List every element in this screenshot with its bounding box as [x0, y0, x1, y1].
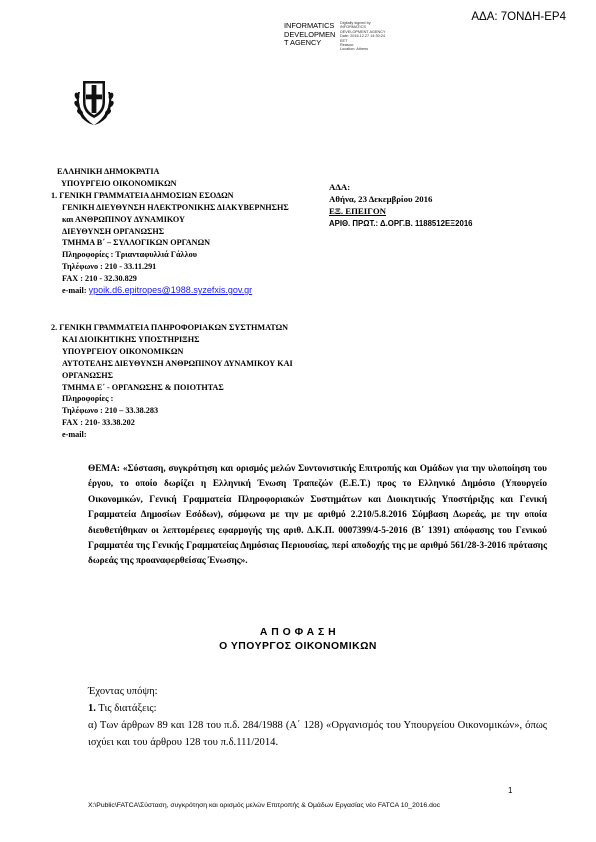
- signature-detail: INFORMATICS: [340, 25, 366, 30]
- info-line: Πληροφορίες : Τριανταφυλλιά Γάλλου: [62, 250, 197, 260]
- signature-detail: Date: 2016.12.27 14:30:24: [340, 34, 385, 39]
- country-name: ΕΛΛΗΝΙΚΗ ΔΗΜΟΚΡΑΤΙΑ: [57, 167, 160, 176]
- email-line: e-mail:: [62, 430, 87, 440]
- page-number: 1: [508, 786, 513, 795]
- email-link[interactable]: ypoik.d6.epitropes@1988.syzefxis.gov.gr: [88, 285, 253, 296]
- signature-org-line: DEVELOPMEN: [284, 29, 336, 39]
- date-protocol-block: [329, 181, 473, 230]
- provisions-number: 1.: [88, 703, 96, 714]
- ministry-name: ΥΠΟΥΡΓΕΙΟΥ ΟΙΚΟΝΟΜΙΚΩΝ: [62, 346, 184, 356]
- signature-detail: Location: Athens: [340, 47, 369, 52]
- provisions-line: [88, 700, 547, 717]
- department: ΤΜΗΜΑ Ε΄ - ΟΡΓΑΝΩΣΗΣ & ΠΟΙΟΤΗΤΑΣ: [62, 382, 224, 392]
- directorate: ΔΙΕΥΘΥΝΣΗ ΟΡΓΑΝΩΣΗΣ: [62, 226, 165, 236]
- subject-paragraph: ΘΕΜΑ: «Σύσταση, συγκρότηση και ορισμός μελών Συντονιστικής Επιτροπής και Ομάδων για την υλοποίηση του έργου, το οποίο δωρίζει η Ελληνική Ένωση Τραπεζών (Ε.Ε.Τ.) προς το Ελληνικό Δημόσιο (Υπουργείο Οικονομικών, Γενική Γραμματεία Πληροφοριακών Συστημάτων και Διοικητικής Υποστήριξης και Γενική Γραμματεία Δημοσίων Εσόδων), σύμφωνα με την με αριθμό 2.210/5.8.2016 Σύμβαση Δωρεάς, με την οποία διευθετήθηκαν οι λεπτομέρειες εφαρμογής της αριθ. Δ.Κ.Π. 0007399/4-5-2016 (Β΄ 1391) απόφασης του Γενικού Γραμματέα της Γενικής Γραμματείας Δημόσιας Περιουσίας, περί αποδοχής της με αριθμό 561/28-3-2016 πρότασης δωρεάς της προαναφερθείσας Ένωσης».: [88, 464, 547, 567]
- fax-line: FAX : 210 - 32.30.829: [62, 274, 137, 284]
- info-line: Πληροφορίες :: [62, 394, 114, 404]
- general-secretariat: 2. ΓΕΝΙΚΗ ΓΡΑΜΜΑΤΕΙΑ ΠΛΗΡΟΦΟΡΙΑΚΩΝ ΣΥΣΤΗΜΑΤΩΝ: [51, 323, 289, 332]
- general-directorate: ΓΕΝΙΚΗ ΔΙΕΥΘΥΝΣΗ ΗΛΕΚΤΡΟΝΙΚΗΣ ΔΙΑΚΥΒΕΡΝΗΣΗΣ: [62, 202, 289, 212]
- general-directorate-cont: και ΑΝΘΡΩΠΙΝΟΥ ΔΥΝΑΜΙΚΟΥ: [62, 214, 185, 224]
- fax-line: FAX : 210- 33.38.202: [62, 418, 135, 428]
- urgent-label: ΕΞ. ΕΠΕΙΓΟΝ: [329, 206, 387, 217]
- signature-org-line: INFORMATICS: [284, 21, 335, 30]
- signature-detail: DEVELOPMENT AGENCY: [340, 29, 386, 34]
- email-label: e-mail:: [62, 286, 87, 296]
- provisions-label: Τις διατάξεις:: [98, 703, 157, 714]
- directorate: ΑΥΤΟΤΕΛΗΣ ΔΙΕΥΘΥΝΣΗ ΑΝΘΡΩΠΙΝΟΥ ΔΥΝΑΜΙΚΟΥ ΚΑΙ: [62, 358, 293, 368]
- ministry-name: ΥΠΟΥΡΓΕΙΟ ΟΙΚΟΝΟΜΙΚΩΝ: [61, 178, 177, 188]
- email-line: [51, 285, 289, 297]
- directorate-cont: ΟΡΓΑΝΩΣΗΣ: [62, 370, 113, 380]
- provision-item-a: α) Των άρθρων 89 και 128 του π.δ. 284/1988 (Α΄ 128) «Οργανισμός του Υπουργείου Οικονομικών», όπως ισχύει και του άρθρου 128 του π.δ.111/2014.: [88, 720, 547, 748]
- decision-title: Α Π Ο Φ Α Σ Η: [259, 627, 337, 638]
- general-secretariat: 1. ΓΕΝΙΚΗ ΓΡΑΜΜΑΤΕΙΑ ΔΗΜΟΣΙΩΝ ΕΣΟΔΩΝ: [51, 190, 234, 200]
- ada-label: ΑΔΑ:: [329, 182, 351, 192]
- date-line: Αθήνα, 23 Δεκεμβρίου 2016: [329, 194, 433, 205]
- signature-detail: Digitally signed by: [340, 21, 371, 25]
- signature-detail: Reason:: [340, 43, 355, 48]
- signature-org-line: T AGENCY: [284, 38, 322, 48]
- phone-line: Τηλέφωνο : 210 – 33.38.283: [62, 406, 159, 416]
- department: ΤΜΗΜΑ Β΄ – ΣΥΛΛΟΓΙΚΩΝ ΟΡΓΑΝΩΝ: [62, 238, 211, 248]
- signature-detail: EET: [340, 38, 348, 43]
- coat-of-arms-emblem: [72, 78, 116, 127]
- footer-file-path: X:\Public\FATCA\Σύσταση, συγκρότηση και ορισμός μελών Επιτροπής & Ομάδων Εργασίας νέο FATCA 10_2016.doc: [88, 802, 441, 809]
- having-regard-line: Έχοντας υπόψη:: [88, 686, 158, 697]
- sender-block-1: [51, 166, 289, 297]
- sender-block-2: [51, 322, 293, 441]
- signature-details: [340, 21, 400, 52]
- phone-line: Τηλέφωνο : 210 - 33.11.291: [62, 262, 157, 272]
- protocol-number: ΑΡΙΘ. ΠΡΩΤ.: Δ.ΟΡΓ.Β. 1188512ΕΞ2016: [329, 218, 473, 228]
- ada-top-label: ΑΔΑ: 7ΟΝΔΗ-ΕΡ4: [471, 11, 566, 23]
- decision-subtitle: Ο ΥΠΟΥΡΓΟΣ ΟΙΚΟΝΟΜΙΚΩΝ: [219, 641, 377, 652]
- general-secretariat-cont: ΚΑΙ ΔΙΟΙΚΗΤΙΚΗΣ ΥΠΟΣΤΗΡΙΞΗΣ: [62, 334, 200, 344]
